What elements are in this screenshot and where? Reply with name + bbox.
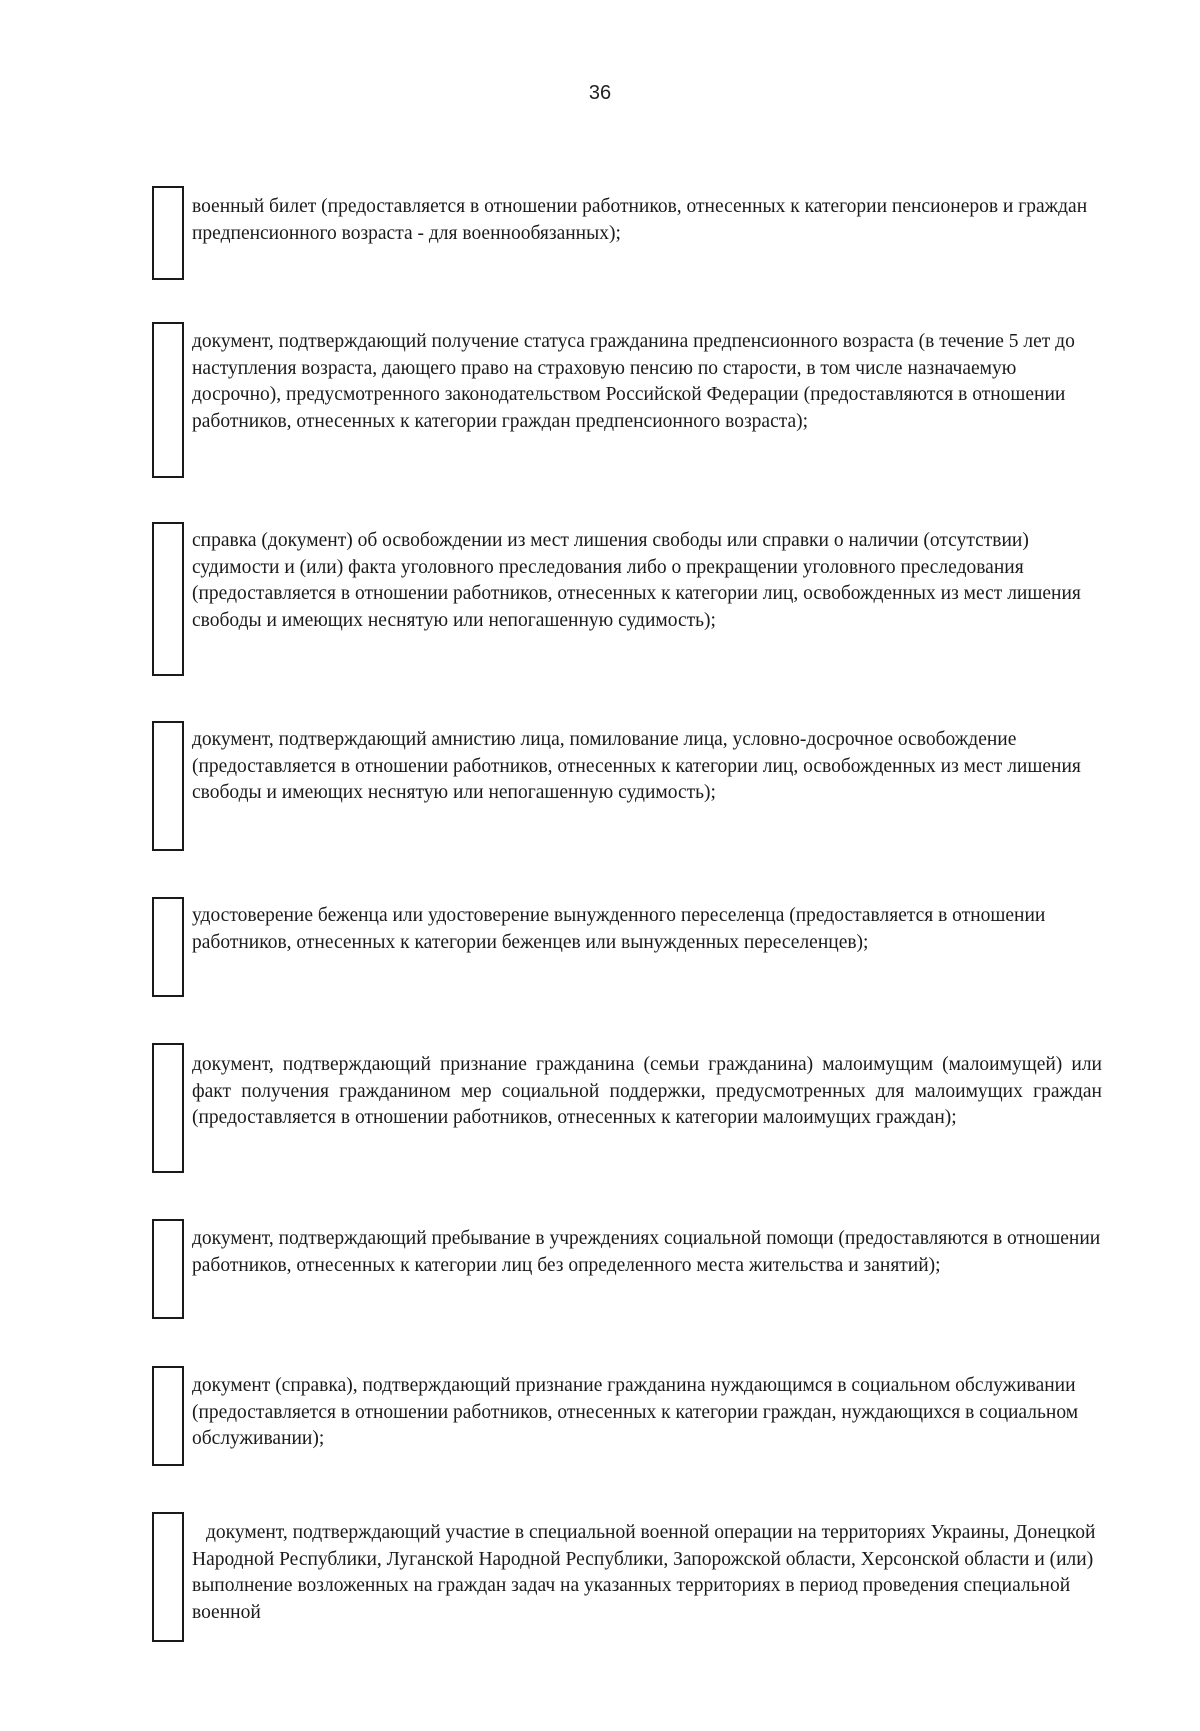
item-text: документ, подтверждающий признание гражданина (семьи гражданина) малоимущим (малоимущей) или факт получения гражданином мер социальной поддержки, предусмотренных для малоимущих граждан (предоставляется в отношении работников, отнесенных к категории малоимущих граждан); xyxy=(192,1054,1102,1128)
item-checkbox[interactable] xyxy=(152,1366,184,1466)
item-checkbox[interactable] xyxy=(152,1043,184,1173)
item-text: документ, подтверждающий участие в специальной военной операции на территориях Украины, Донецкой Народной Республики, Луганской Народной Республики, Запорожской области, Херсонской области и (или) выполнение возложенных на граждан задач на указанных территориях в период проведения специальной военной xyxy=(192,1522,1096,1623)
page-number: 36 xyxy=(588,82,612,104)
item-text: удостоверение беженца или удостоверение вынужденного переселенца (предоставляется в отношении работников, отнесенных к категории беженцев или вынужденных переселенцев); xyxy=(192,905,1046,953)
item-checkbox[interactable] xyxy=(152,721,184,851)
item-text: военный билет (предоставляется в отношении работников, отнесенных к категории пенсионеров и граждан предпенсионного возраста - для военнообязанных); xyxy=(192,196,1088,244)
item-text: документ, подтверждающий пребывание в учреждениях социальной помощи (предоставляются в отношении работников, отнесенных к категории лиц без определенного места жительства и занятий); xyxy=(192,1228,1101,1276)
item-checkbox[interactable] xyxy=(152,322,184,478)
item-checkbox[interactable] xyxy=(152,186,184,280)
item-text: документ, подтверждающий получение статуса гражданина предпенсионного возраста (в течение 5 лет до наступления возраста, дающего право на страховую пенсию по старости, в том числе назначаемую досрочно), предусмотренного законодательством Российской Федерации (предоставляются в отношении работников, отнесенных к категории граждан предпенсионного возраста); xyxy=(192,331,1075,432)
item-text: документ, подтверждающий амнистию лица, помилование лица, условно-досрочное освобождение (предоставляется в отношении работников, отнесенных к категории лиц, освобожденных из мест лишения свободы и имеющих неснятую или непогашенную судимость); xyxy=(192,729,1081,803)
item-checkbox[interactable] xyxy=(152,522,184,676)
item-text: справка (документ) об освобождении из мест лишения свободы или справки о наличии (отсутствии) судимости и (или) факта уголовного преследования либо о прекращении уголовного преследования (предоставляется в отношении работников, отнесенных к категории лиц, освобожденных из мест лишения свободы и имеющих неснятую или непогашенную судимость); xyxy=(192,530,1081,631)
item-checkbox[interactable] xyxy=(152,897,184,997)
item-checkbox[interactable] xyxy=(152,1512,184,1642)
item-checkbox[interactable] xyxy=(152,1219,184,1319)
item-text: документ (справка), подтверждающий признание гражданина нуждающимся в социальном обслуживании (предоставляется в отношении работников, отнесенных к категории граждан, нуждающихся в социальном обслуживании); xyxy=(192,1375,1079,1449)
